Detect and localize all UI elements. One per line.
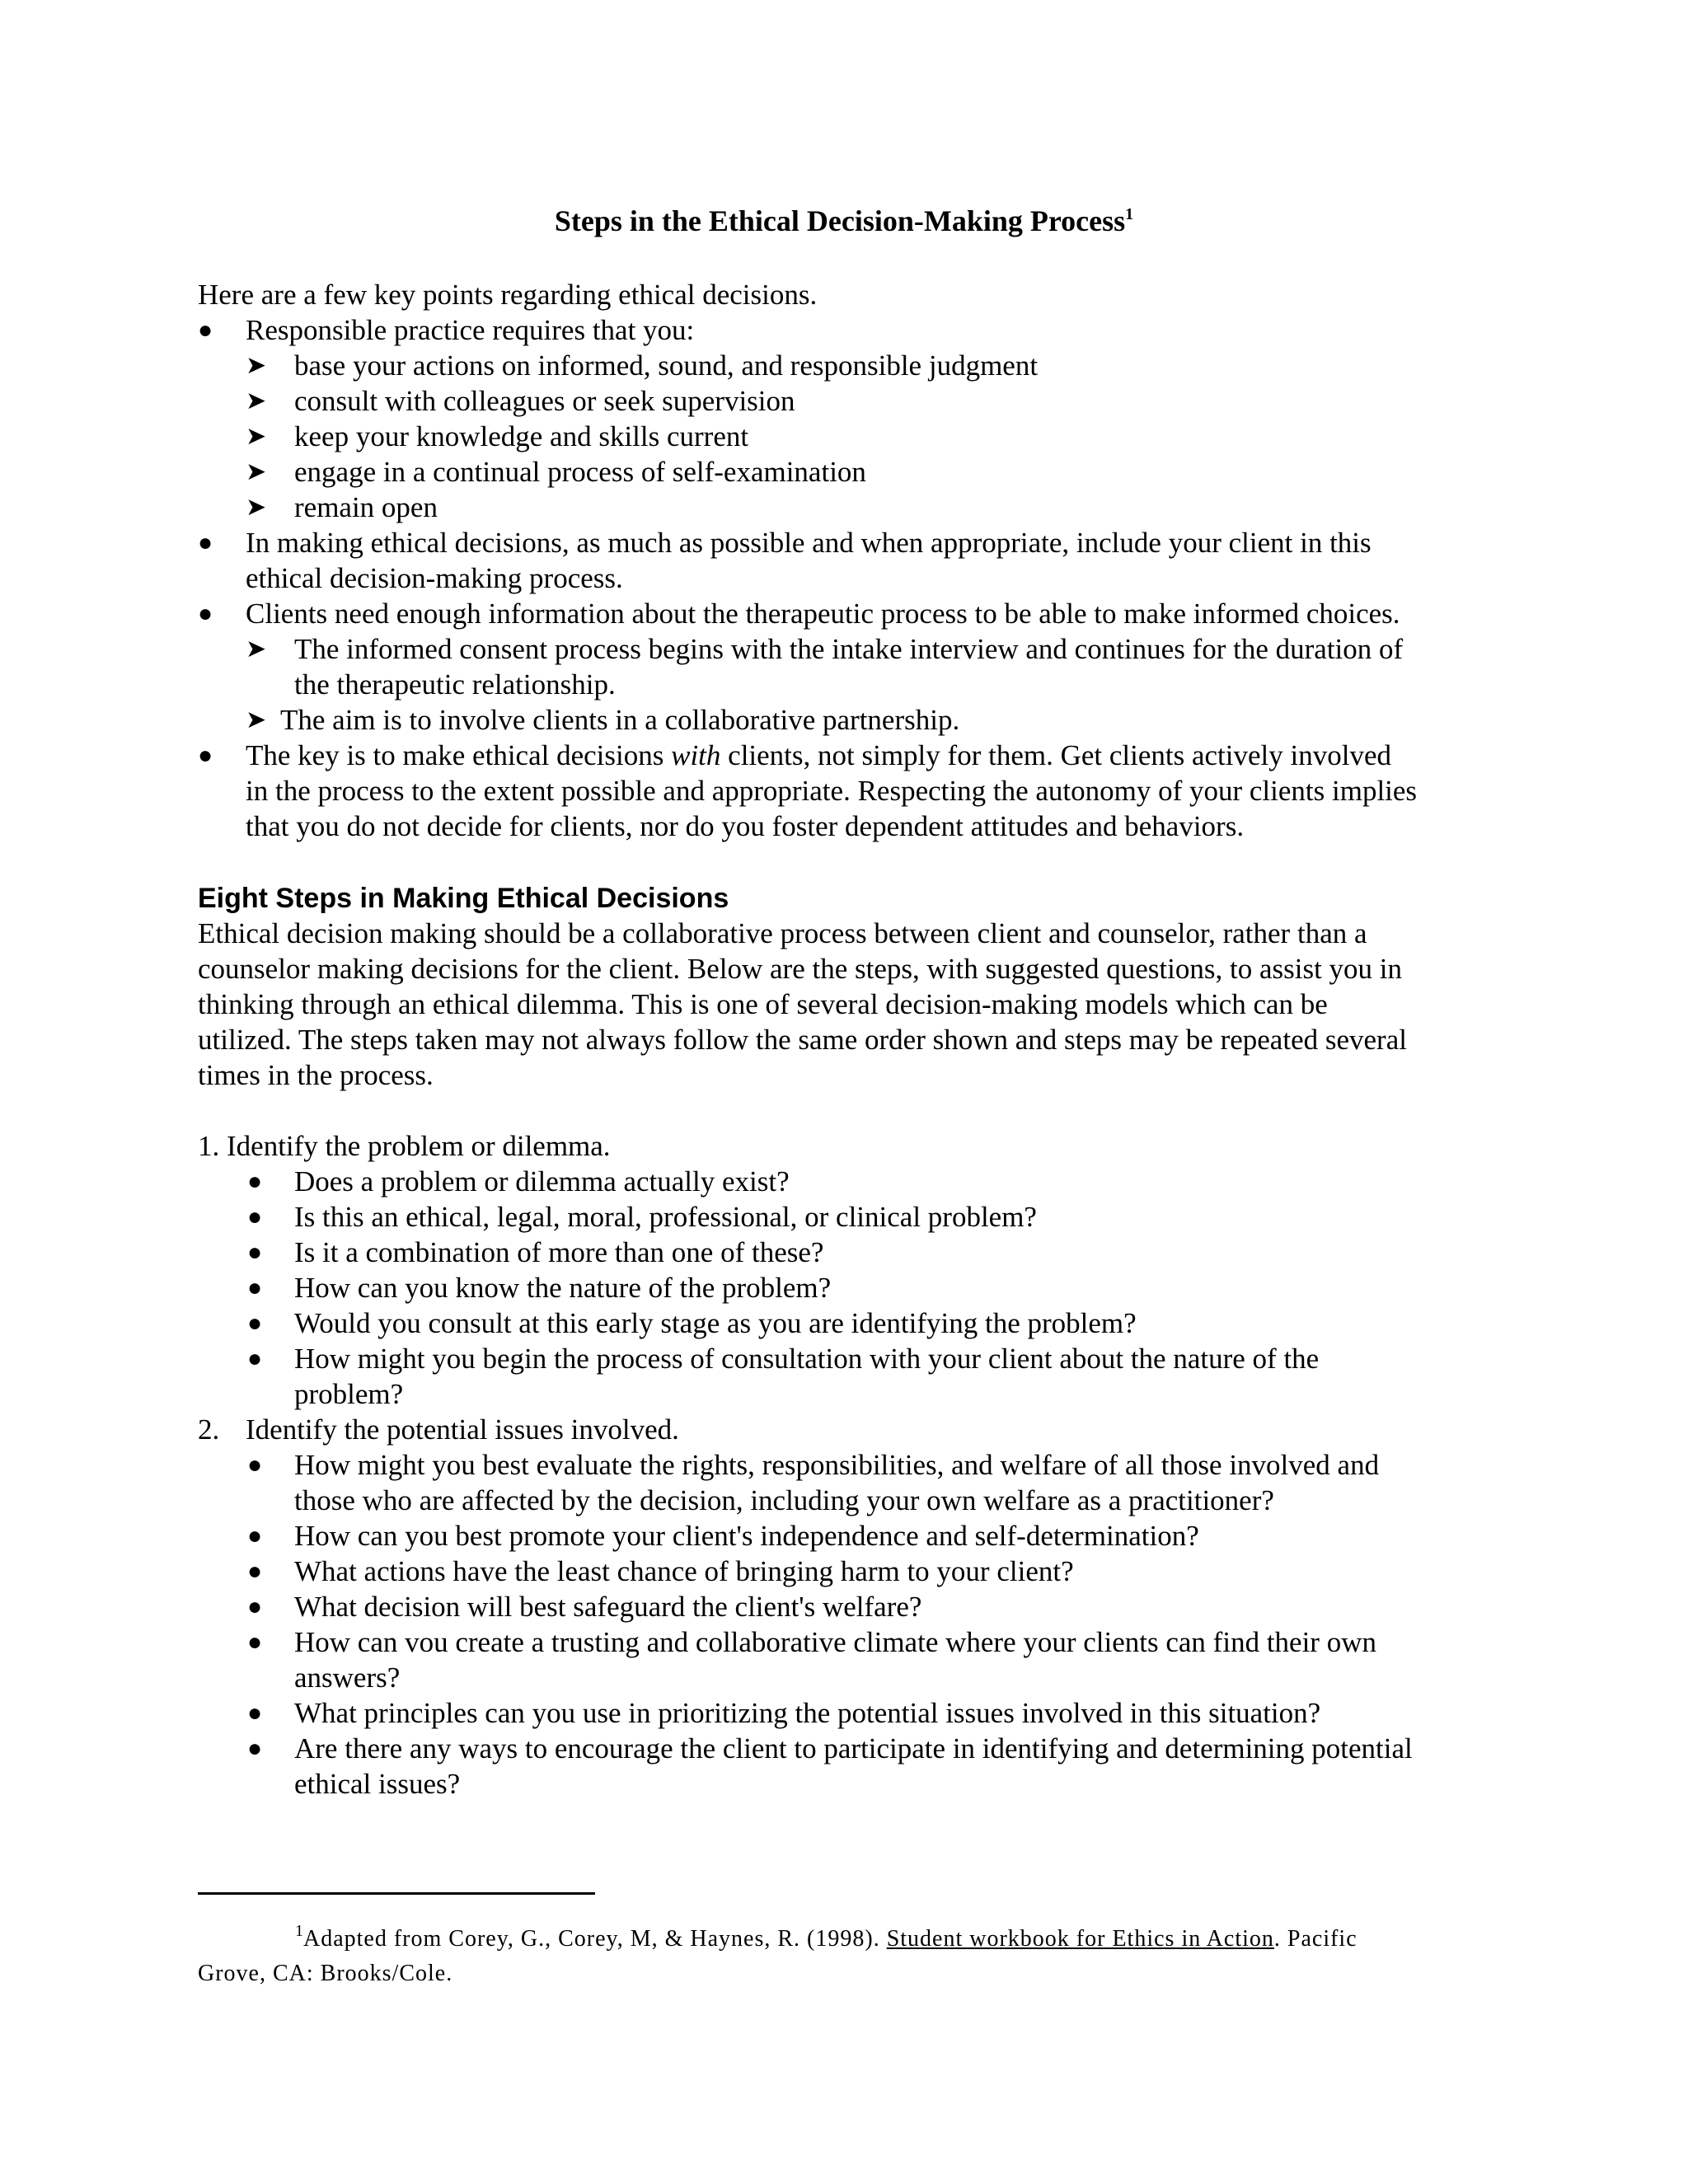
- footnote-cited-title: Student workbook for Ethics in Action: [886, 1926, 1274, 1952]
- bullet-icon: ●: [198, 316, 213, 344]
- footnote-marker: 1: [295, 1922, 303, 1940]
- bullet-icon: ●: [247, 1274, 263, 1301]
- footnote-line-1: [198, 1914, 1484, 1957]
- arrow-bullet-icon: ➤: [246, 387, 267, 415]
- arrow-bullet-icon: ➤: [246, 457, 267, 486]
- step-1-question-continued: problem?: [294, 1378, 404, 1410]
- section-heading: Eight Steps in Making Ethical Decisions: [198, 883, 729, 914]
- arrow-bullet-icon: ➤: [246, 422, 267, 451]
- section-paragraph-line: counselor making decisions for the client. Below are the steps, with suggested questions, to assist you in: [198, 953, 1403, 985]
- arrow-bullet-icon: ➤: [246, 351, 267, 380]
- key-point-1-sub-item: engage in a continual process of self-examination: [294, 456, 866, 488]
- step-1-heading: 1. Identify the problem or dilemma.: [198, 1130, 611, 1162]
- page-title-text: Steps in the Ethical Decision-Making Process: [554, 204, 1126, 237]
- arrow-bullet-icon: ➤: [246, 635, 267, 663]
- key-point-1-sub-item: remain open: [294, 491, 438, 523]
- bullet-icon: ●: [247, 1558, 263, 1585]
- key-point-4-line-1-text-b: clients, not simply for them. Get clients actively involved: [720, 739, 1391, 771]
- bullet-icon: ●: [198, 529, 213, 556]
- step-1-question: How can you know the nature of the problem?: [294, 1272, 832, 1304]
- key-point-3-sub-1-line-1: The informed consent process begins with the intake interview and continues for the duration of: [294, 633, 1404, 665]
- footnote-text-after: . Pacific: [1273, 1926, 1357, 1952]
- section-paragraph-line: utilized. The steps taken may not always follow the same order shown and steps may be repeated several: [198, 1024, 1407, 1056]
- key-point-2-line-2: ethical decision-making process.: [246, 562, 623, 594]
- key-point-4-emphasis: with: [671, 739, 721, 771]
- arrow-bullet-icon: ➤: [246, 493, 267, 522]
- arrow-bullet-icon: ➤: [246, 705, 267, 734]
- bullet-icon: ●: [247, 1522, 263, 1549]
- footnote-text-before: Adapted from Corey, G., Corey, M, & Haynes, R. (1998).: [303, 1926, 887, 1952]
- step-2-question: Are there any ways to encourage the client to participate in identifying and determining potential: [294, 1732, 1413, 1765]
- page-title: [0, 194, 1688, 241]
- section-paragraph-line: Ethical decision making should be a collaborative process between client and counselor, rather than a: [198, 917, 1367, 949]
- key-point-4-line-1: [246, 738, 1391, 773]
- bullet-icon: ●: [198, 600, 213, 627]
- step-1-question: How might you begin the process of consultation with your client about the nature of the: [294, 1343, 1320, 1375]
- bullet-icon: ●: [247, 1310, 263, 1337]
- key-point-2-line-1: In making ethical decisions, as much as possible and when appropriate, include your client in this: [246, 527, 1372, 559]
- step-1-question: Is this an ethical, legal, moral, professional, or clinical problem?: [294, 1201, 1037, 1233]
- bullet-icon: ●: [247, 1168, 263, 1195]
- step-2-question: What principles can you use in prioritizing the potential issues involved in this situation?: [294, 1697, 1321, 1729]
- key-point-1-sub-item: keep your knowledge and skills current: [294, 420, 749, 452]
- step-2-question: How can vou create a trusting and collaborative climate where your clients can find their own: [294, 1626, 1376, 1658]
- title-footnote-ref: 1: [1125, 205, 1134, 223]
- key-point-4-line-2: in the process to the extent possible and appropriate. Respecting the autonomy of your clients implies: [246, 775, 1418, 807]
- key-point-1: Responsible practice requires that you:: [246, 314, 695, 346]
- step-2-question: How might you best evaluate the rights, responsibilities, and welfare of all those involved and: [294, 1449, 1380, 1481]
- step-2-question-continued: answers?: [294, 1661, 401, 1694]
- intro-text: Here are a few key points regarding ethical decisions.: [198, 279, 818, 311]
- key-point-4-line-3: that you do not decide for clients, nor do you foster dependent attitudes and behaviors.: [246, 810, 1245, 842]
- key-point-1-sub-item: consult with colleagues or seek supervision: [294, 385, 795, 417]
- step-2-question: How can you best promote your client's independence and self-determination?: [294, 1520, 1199, 1552]
- bullet-icon: ●: [247, 1593, 263, 1620]
- footnote: [198, 1914, 1484, 1991]
- step-2-question: What actions have the least chance of bringing harm to your client?: [294, 1555, 1074, 1587]
- step-2-number: 2.: [198, 1413, 220, 1446]
- section-paragraph-line: times in the process.: [198, 1059, 434, 1091]
- key-point-3-sub-2: The aim is to involve clients in a collaborative partnership.: [280, 704, 960, 736]
- bullet-icon: ●: [247, 1699, 263, 1727]
- bullet-icon: ●: [198, 742, 213, 769]
- key-point-4-line-1-text-a: The key is to make ethical decisions: [246, 739, 672, 771]
- bullet-icon: ●: [247, 1203, 263, 1230]
- step-2-heading: Identify the potential issues involved.: [246, 1413, 679, 1446]
- key-point-3-sub-1-line-2: the therapeutic relationship.: [294, 668, 616, 701]
- bullet-icon: ●: [247, 1239, 263, 1266]
- key-point-3: Clients need enough information about the therapeutic process to be able to make informed choices.: [246, 598, 1400, 630]
- key-point-1-sub-item: base your actions on informed, sound, and responsible judgment: [294, 349, 1039, 382]
- step-1-question: Is it a combination of more than one of these?: [294, 1236, 824, 1268]
- bullet-icon: ●: [247, 1735, 263, 1762]
- footnote-line-2: Grove, CA: Brooks/Cole.: [198, 1961, 453, 1986]
- step-1-question: Would you consult at this early stage as you are identifying the problem?: [294, 1307, 1137, 1339]
- bullet-icon: ●: [247, 1629, 263, 1656]
- footnote-divider: [198, 1892, 595, 1895]
- bullet-icon: ●: [247, 1345, 263, 1372]
- step-2-question: What decision will best safeguard the client's welfare?: [294, 1591, 922, 1623]
- section-paragraph-line: thinking through an ethical dilemma. This is one of several decision-making models which can be: [198, 988, 1328, 1020]
- bullet-icon: ●: [247, 1451, 263, 1479]
- step-1-question: Does a problem or dilemma actually exist?: [294, 1165, 790, 1197]
- step-2-question-continued: those who are affected by the decision, including your own welfare as a practitioner?: [294, 1484, 1274, 1516]
- step-2-question-continued: ethical issues?: [294, 1768, 461, 1800]
